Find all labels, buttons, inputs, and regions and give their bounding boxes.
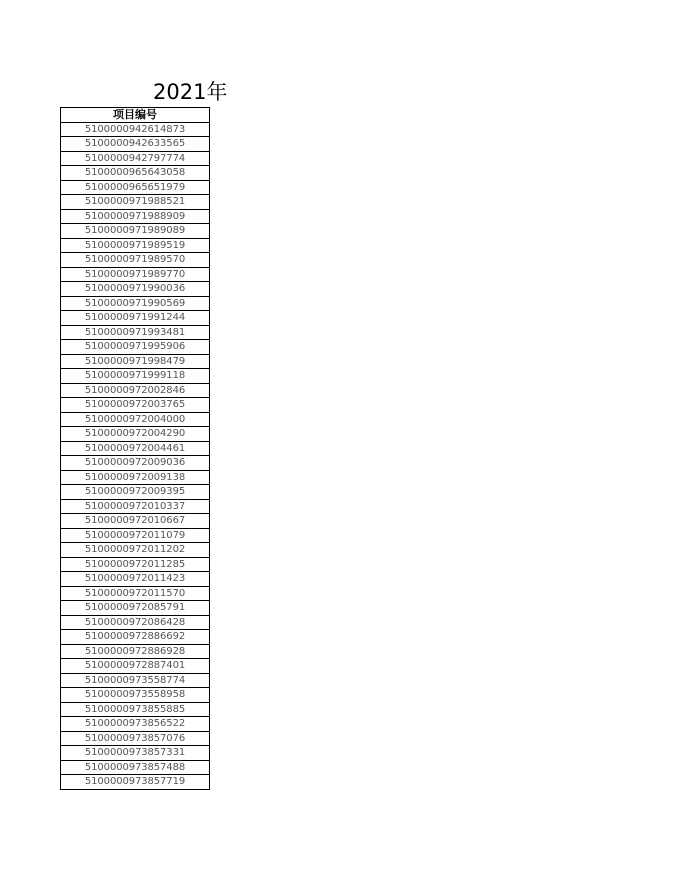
table-row (61, 615, 210, 630)
table-row (61, 543, 210, 558)
table-row (61, 760, 210, 775)
project-number-cell: 5100000972085791 (61, 601, 210, 616)
project-number-cell: 5100000972086428 (61, 615, 210, 630)
table-row (61, 775, 210, 790)
project-number-cell: 5100000972011079 (61, 528, 210, 543)
table-header-row (61, 108, 210, 123)
project-number-cell: 5100000971989519 (61, 238, 210, 253)
table-row (61, 441, 210, 456)
project-number-table (60, 107, 210, 790)
project-number-cell: 5100000971999118 (61, 369, 210, 384)
table-row (61, 209, 210, 224)
project-number-cell: 5100000973857719 (61, 775, 210, 790)
project-number-cell: 5100000971993481 (61, 325, 210, 340)
project-number-cell: 5100000972004000 (61, 412, 210, 427)
project-number-cell: 5100000971998479 (61, 354, 210, 369)
table-row (61, 731, 210, 746)
table-row (61, 180, 210, 195)
table-row (61, 311, 210, 326)
project-number-cell: 5100000972011285 (61, 557, 210, 572)
table-row (61, 354, 210, 369)
project-number-cell: 5100000971989770 (61, 267, 210, 282)
project-number-cell: 5100000972010667 (61, 514, 210, 529)
table-row (61, 456, 210, 471)
project-number-cell: 5100000942614873 (61, 122, 210, 137)
project-number-cell: 5100000972010337 (61, 499, 210, 514)
project-number-cell: 5100000972009395 (61, 485, 210, 500)
project-number-cell: 5100000971988909 (61, 209, 210, 224)
table-row (61, 253, 210, 268)
project-number-cell: 5100000971995906 (61, 340, 210, 355)
table-row (61, 412, 210, 427)
table-row (61, 398, 210, 413)
project-number-cell: 5100000972011570 (61, 586, 210, 601)
table-row (61, 586, 210, 601)
project-number-cell: 5100000965651979 (61, 180, 210, 195)
table-row (61, 195, 210, 210)
project-number-cell: 5100000973857488 (61, 760, 210, 775)
project-number-cell: 5100000942633565 (61, 137, 210, 152)
project-number-cell: 5100000971988521 (61, 195, 210, 210)
project-number-cell: 5100000972887401 (61, 659, 210, 674)
table-row (61, 702, 210, 717)
table-row (61, 572, 210, 587)
table-row (61, 485, 210, 500)
table-row (61, 470, 210, 485)
project-number-cell: 5100000973558774 (61, 673, 210, 688)
table-row (61, 659, 210, 674)
project-number-cell: 5100000971989089 (61, 224, 210, 239)
table-row (61, 166, 210, 181)
project-number-cell: 5100000972004461 (61, 441, 210, 456)
table-row (61, 427, 210, 442)
project-number-cell: 5100000942797774 (61, 151, 210, 166)
page-title: 2021年 (153, 80, 228, 104)
table-row (61, 644, 210, 659)
project-number-cell: 5100000972886928 (61, 644, 210, 659)
project-number-cell: 5100000972886692 (61, 630, 210, 645)
table-body (61, 122, 210, 789)
project-number-cell: 5100000973857076 (61, 731, 210, 746)
table-row (61, 224, 210, 239)
table-row (61, 267, 210, 282)
project-number-cell: 5100000973856522 (61, 717, 210, 732)
project-number-cell: 5100000972011202 (61, 543, 210, 558)
table-row (61, 296, 210, 311)
project-number-cell: 5100000972009036 (61, 456, 210, 471)
table-row (61, 601, 210, 616)
project-number-cell: 5100000972003765 (61, 398, 210, 413)
project-number-cell: 5100000972004290 (61, 427, 210, 442)
table-row (61, 383, 210, 398)
project-number-cell: 5100000971991244 (61, 311, 210, 326)
table-row (61, 282, 210, 297)
table-row (61, 557, 210, 572)
project-number-cell: 5100000973558958 (61, 688, 210, 703)
table-row (61, 151, 210, 166)
table-row (61, 717, 210, 732)
table-row (61, 238, 210, 253)
project-number-cell: 5100000972009138 (61, 470, 210, 485)
table-row (61, 673, 210, 688)
table-row (61, 746, 210, 761)
table-row (61, 630, 210, 645)
column-header-project-number: 项目编号 (61, 108, 210, 123)
project-number-cell: 5100000973857331 (61, 746, 210, 761)
project-number-cell: 5100000971989570 (61, 253, 210, 268)
project-number-cell: 5100000971990036 (61, 282, 210, 297)
project-number-cell: 5100000973855885 (61, 702, 210, 717)
table-row (61, 325, 210, 340)
table-row (61, 528, 210, 543)
table-row (61, 369, 210, 384)
table-row (61, 122, 210, 137)
table-row (61, 340, 210, 355)
table-row (61, 514, 210, 529)
project-number-cell: 5100000972011423 (61, 572, 210, 587)
project-number-cell: 5100000965643058 (61, 166, 210, 181)
project-number-cell: 5100000972002846 (61, 383, 210, 398)
table-row (61, 137, 210, 152)
table-row (61, 499, 210, 514)
project-number-cell: 5100000971990569 (61, 296, 210, 311)
table-row (61, 688, 210, 703)
